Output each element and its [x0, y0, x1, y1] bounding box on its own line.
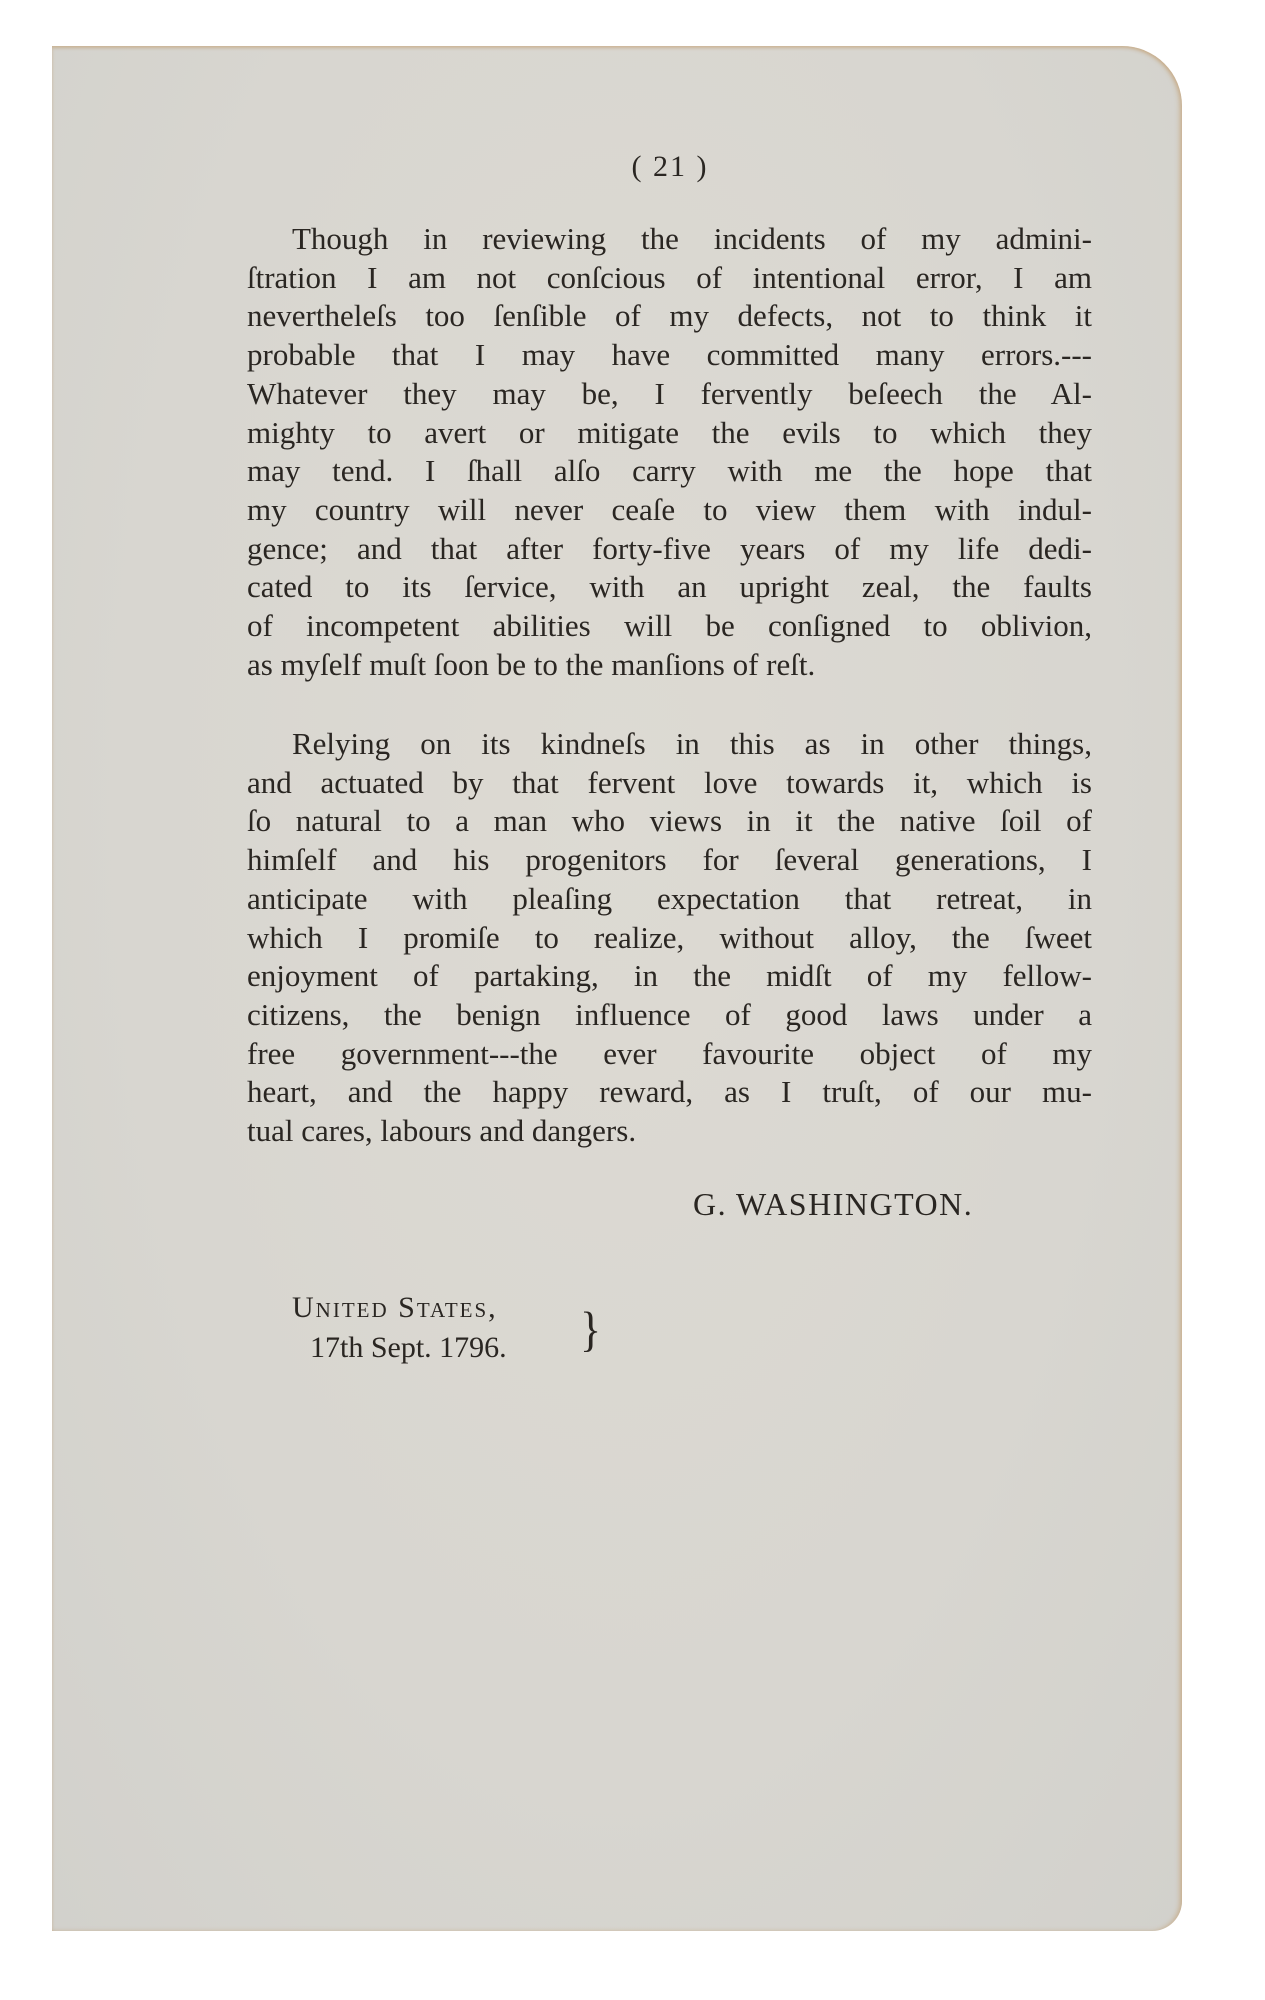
text-line: anticipate with pleaſing expectation that retreat, in: [247, 880, 1092, 916]
brace-mark: }: [580, 1302, 602, 1357]
date-line: 17th Sept. 1796.: [310, 1331, 507, 1364]
paragraph-2: [247, 725, 1092, 1151]
place-line: United States,: [292, 1291, 498, 1324]
text-line: probable that I may have committed many errors.---: [247, 337, 1092, 373]
text-line: heart, and the happy reward, as I truſt, of our mu-: [247, 1074, 1092, 1110]
text-line: ſtration I am not conſcious of intentional error, I am: [247, 259, 1092, 295]
text-line: cated to its ſervice, with an upright zeal, the faults: [247, 569, 1092, 605]
paragraph-1: [247, 220, 1092, 684]
page-number: ( 21 ): [631, 150, 709, 183]
text-line: ſo natural to a man who views in it the native ſoil of: [247, 803, 1092, 839]
text-line: which I promiſe to realize, without alloy, the ſweet: [247, 919, 1092, 955]
text-line: enjoyment of partaking, in the midſt of my fellow-: [247, 958, 1092, 994]
text-line: as myſelf muſt ſoon be to the manſions of reſt.: [247, 646, 816, 682]
text-line: Relying on its kindneſs in this as in other things,: [292, 726, 1092, 761]
text-line: mighty to avert or mitigate the evils to which they: [247, 414, 1092, 450]
text-line: Whatever they may be, I fervently beſeech the Al-: [247, 375, 1092, 411]
signature: G. WASHINGTON.: [693, 1186, 974, 1222]
text-line: himſelf and his progenitors for ſeveral generations, I: [247, 842, 1092, 878]
text-line: of incompetent abilities will be conſigned to oblivion,: [247, 608, 1092, 644]
text-line: free government---the ever favourite object of my: [247, 1035, 1092, 1071]
text-line: may tend. I ſhall alſo carry with me the hope that: [247, 453, 1092, 489]
text-line: nevertheleſs too ſenſible of my defects, not to think it: [247, 298, 1092, 334]
text-line: and actuated by that fervent love towards it, which is: [247, 764, 1092, 800]
place-date-block: [292, 1288, 507, 1368]
text-line: my country will never ceaſe to view them with indul-: [247, 491, 1092, 527]
text-line: tual cares, labours and dangers.: [247, 1113, 637, 1149]
text-line: citizens, the benign influence of good laws under a: [247, 996, 1092, 1032]
text-line: Though in reviewing the incidents of my admini-: [292, 221, 1092, 256]
text-line: gence; and that after forty-five years of my life dedi-: [247, 530, 1092, 566]
